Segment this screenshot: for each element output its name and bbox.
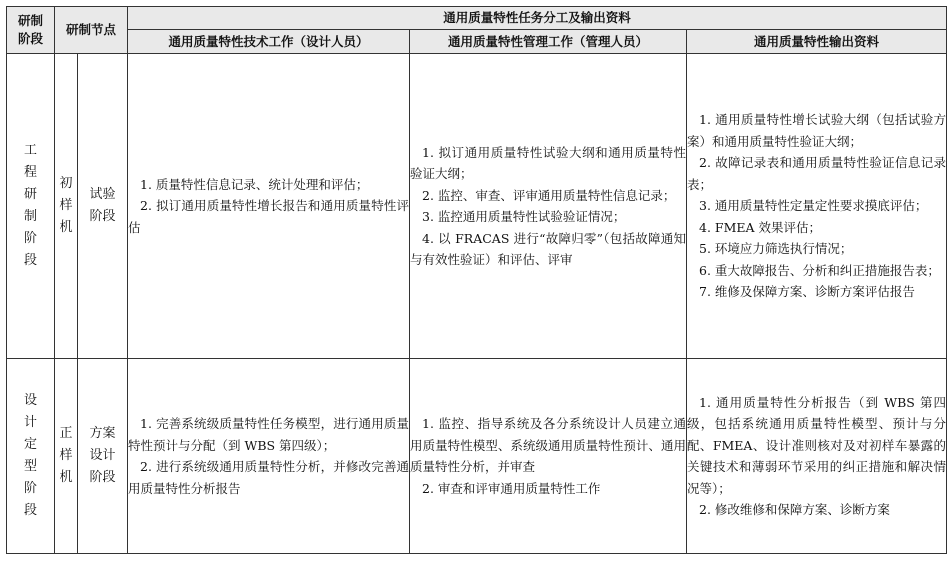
list-item: 1. 质量特性信息记录、统计处理和评估； (140, 176, 369, 192)
list-item: 7. 维修及保障方案、诊断方案评估报告 (699, 284, 915, 300)
table-row (7, 359, 947, 554)
list-item: 3. 通用质量特性定量定性要求摸底评估； (699, 198, 928, 214)
list-item: 2. 拟订通用质量特性增长报告和通用质量特性评估 (128, 198, 410, 235)
node-cell: 试验阶段 (78, 54, 128, 359)
tech-cell (128, 359, 410, 554)
list-item: 3. 监控通用质量特性试验验证情况； (422, 209, 626, 224)
node-cell: 方案设计阶段 (78, 359, 128, 554)
list-item: 2. 监控、审查、评审通用质量特性信息记录； (422, 187, 676, 203)
header-tech: 通用质量特性技术工作（设计人员） (128, 30, 410, 54)
header-stage: 研制阶段 (7, 7, 55, 54)
output-cell (687, 54, 947, 359)
sample-cell: 初样机 (55, 54, 78, 359)
list-item: 1. 完善系统级质量特性任务模型，进行通用质量特性预计与分配（到 WBS 第四级）； (128, 416, 410, 453)
list-item: 6. 重大故障报告、分析和纠正措施报告表； (699, 262, 940, 278)
list-item: 1. 拟订通用质量特性试验大纲和通用质量特性验证大纲； (410, 144, 687, 181)
header-output: 通用质量特性输出资料 (687, 30, 947, 54)
stage-cell: 工程研制阶段 (7, 54, 55, 359)
header-node: 研制节点 (55, 7, 128, 54)
list-item: 5. 环境应力筛选执行情况； (699, 241, 853, 257)
output-cell (687, 359, 947, 554)
list-item: 1. 监控、指导系统及各分系统设计人员建立通用质量特性模型、系统级通用质量特性预计、通用质量特性分析，并审查 (410, 416, 687, 474)
list-item: 4. FMEA 效果评估； (699, 219, 822, 235)
header-group: 通用质量特性任务分工及输出资料 (128, 7, 947, 30)
list-item: 1. 通用质量特性分析报告（到 WBS 第四级，包括系统通用质量特性模型、预计与分配、FMEA、设计准则核对及对初样车暴露的关键技术和薄弱环节采用的纠正措施和解决情况等）； (687, 394, 947, 496)
list-item: 2. 审查和评审通用质量特性工作 (422, 480, 601, 496)
task-table (6, 6, 947, 554)
tech-cell (128, 54, 410, 359)
table-row (7, 54, 947, 359)
list-item: 2. 进行系统级通用质量特性分析，并修改完善通用质量特性分析报告 (128, 459, 410, 496)
sample-cell: 正样机 (55, 359, 78, 554)
list-item: 4. 以 FRACAS 进行“故障归零”（包括故障通知与有效性验证）和评估、评审 (410, 230, 687, 267)
list-item: 2. 故障记录表和通用质量特性验证信息记录表； (687, 155, 947, 192)
stage-cell: 设计定型阶段 (7, 359, 55, 554)
header-mgmt: 通用质量特性管理工作（管理人员） (410, 30, 687, 54)
list-item: 2. 修改维修和保障方案、诊断方案 (699, 502, 890, 517)
mgmt-cell (410, 54, 687, 359)
list-item: 1. 通用质量特性增长试验大纲（包括试验方案）和通用质量特性验证大纲； (687, 112, 947, 149)
mgmt-cell (410, 359, 687, 554)
